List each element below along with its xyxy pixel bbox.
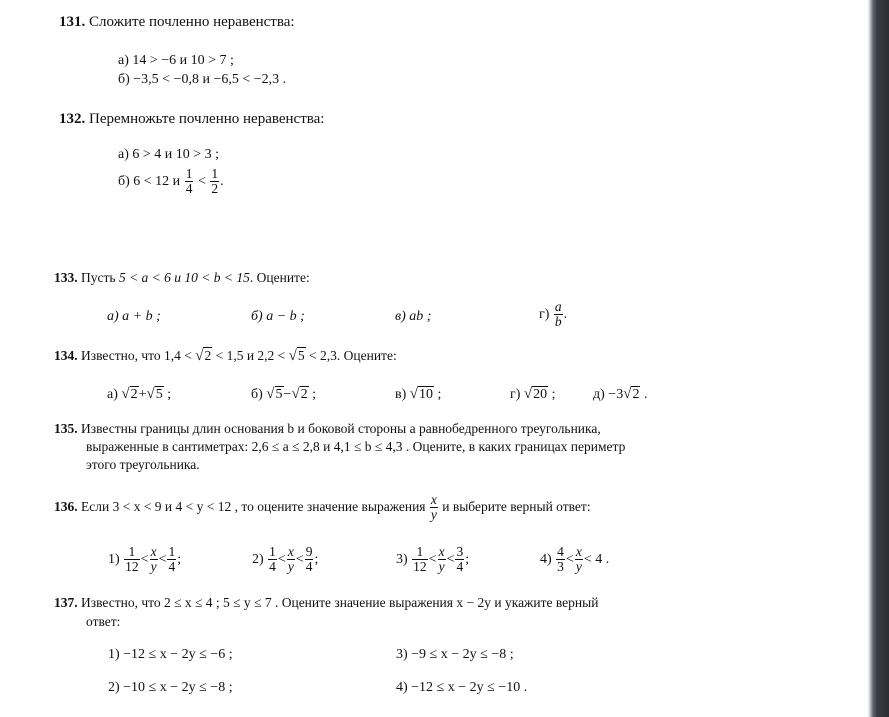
problem-137-option-1: 1) −12 ≤ x − 2y ≤ −6 ;: [108, 647, 233, 662]
problem-136-option-2: 2) $\frac{1}{4}$ < $\frac{x}{y}$ < $\frac{9}{4}$ ;: [252, 544, 319, 575]
problem-number: 136.: [54, 499, 78, 514]
problem-text: . Оцените:: [249, 270, 310, 285]
fraction: $\frac{1}{4}$: [185, 166, 193, 197]
problem-137-line-2: ответ:: [86, 614, 121, 629]
problem-132-heading: [59, 110, 324, 128]
period: .: [563, 307, 568, 322]
problem-132-a: а) 6 > 4 и 10 > 3 ;: [118, 147, 220, 162]
problem-137-option-3: 3) −9 ≤ x − 2y ≤ −8 ;: [396, 647, 514, 662]
problem-number: 135.: [54, 421, 78, 436]
problem-134-d: г) √20 ;: [510, 386, 556, 402]
period: .: [220, 174, 224, 189]
problem-number: 134.: [54, 348, 78, 363]
problem-134-a: а) √2+√5 ;: [107, 386, 172, 402]
problem-text: . Оцените:: [336, 348, 397, 363]
window-edge-shadow: [868, 0, 889, 717]
problem-text: Известны границы длин основания b и боковой стороны a равнобедренного треугольника,: [81, 421, 601, 436]
problem-number: 131.: [59, 14, 86, 30]
problem-134-e: д) −3√2 .: [593, 386, 648, 402]
problem-number: 137.: [54, 595, 78, 610]
fraction: $\frac{x}{y}$: [430, 492, 437, 523]
condition: < 1,5 и 2,2 <: [215, 348, 286, 363]
problem-text: Известно, что: [81, 348, 161, 363]
problem-133-heading: [54, 269, 310, 287]
problem-text: Известно, что 2 ≤ x ≤ 4 ; 5 ≤ y ≤ 7 . Оцените значение выражения x − 2y и укажите верный: [81, 595, 599, 610]
problem-134-heading: [54, 347, 397, 365]
option-text: б) 6 < 12 и: [118, 174, 181, 189]
problem-text: Сложите почленно неравенства:: [89, 14, 295, 30]
problem-133-d: [539, 299, 567, 331]
problem-137-option-2: 2) −10 ≤ x − 2y ≤ −8 ;: [108, 680, 233, 695]
problem-133-b: б) a − b ;: [251, 309, 305, 324]
less-sign: <: [197, 174, 206, 189]
problem-131-heading: [59, 13, 295, 31]
problem-136-option-4: 4) $\frac{4}{3}$ < $\frac{x}{y}$ < 4 .: [540, 544, 610, 575]
problem-135-line-1: [54, 420, 601, 438]
problem-136-option-1: 1) $\frac{1}{12}$ < $\frac{x}{y}$ < $\frac{1}{4}$ ;: [108, 544, 182, 575]
problem-136-option-3: 3) $\frac{1}{12}$ < $\frac{x}{y}$ < $\frac{3}{4}$ ;: [396, 544, 470, 575]
problem-text: Если 3 < x < 9 и 4 < y < 12 , то оцените значение выражения: [81, 499, 426, 514]
problem-number: 132.: [59, 111, 86, 127]
problem-132-b: [118, 166, 224, 198]
problem-133-c: в) ab ;: [395, 309, 432, 324]
problem-number: 133.: [54, 270, 78, 285]
condition: 5 < a < 6 и 10 < b < 15: [118, 270, 250, 285]
problem-131-a: а) 14 > −6 и 10 > 7 ;: [118, 53, 234, 68]
problem-135-line-3: этого треугольника.: [86, 457, 200, 472]
problem-137-option-4: 4) −12 ≤ x − 2y ≤ −10 .: [396, 680, 528, 695]
fraction: $\frac{1}{2}$: [211, 166, 219, 197]
sqrt: √5: [288, 348, 305, 364]
problem-text: Перемножьте почленно неравенства:: [89, 111, 325, 127]
problem-137-line-1: [54, 594, 598, 612]
problem-text: и выберите верный ответ:: [442, 499, 591, 514]
problem-136-heading: [54, 490, 591, 524]
problem-135-line-2: выраженные в сантиметрах: 2,6 ≤ a ≤ 2,8 и 4,1 ≤ b ≤ 4,3 . Оцените, в каких границах периметр: [86, 439, 626, 454]
fraction: $\frac{a}{b}$: [554, 299, 562, 330]
problem-text: Пусть: [81, 270, 116, 285]
problem-131-b: б) −3,5 < −0,8 и −6,5 < −2,3 .: [118, 72, 287, 87]
option-label: г): [539, 307, 550, 322]
problem-134-c: в) √10 ;: [395, 386, 442, 402]
sqrt: √2: [195, 348, 212, 364]
problem-134-b: б) √5−√2 ;: [251, 386, 317, 402]
condition: 1,4 <: [163, 348, 192, 363]
condition: < 2,3: [309, 348, 337, 363]
problem-133-a: а) a + b ;: [107, 309, 161, 324]
